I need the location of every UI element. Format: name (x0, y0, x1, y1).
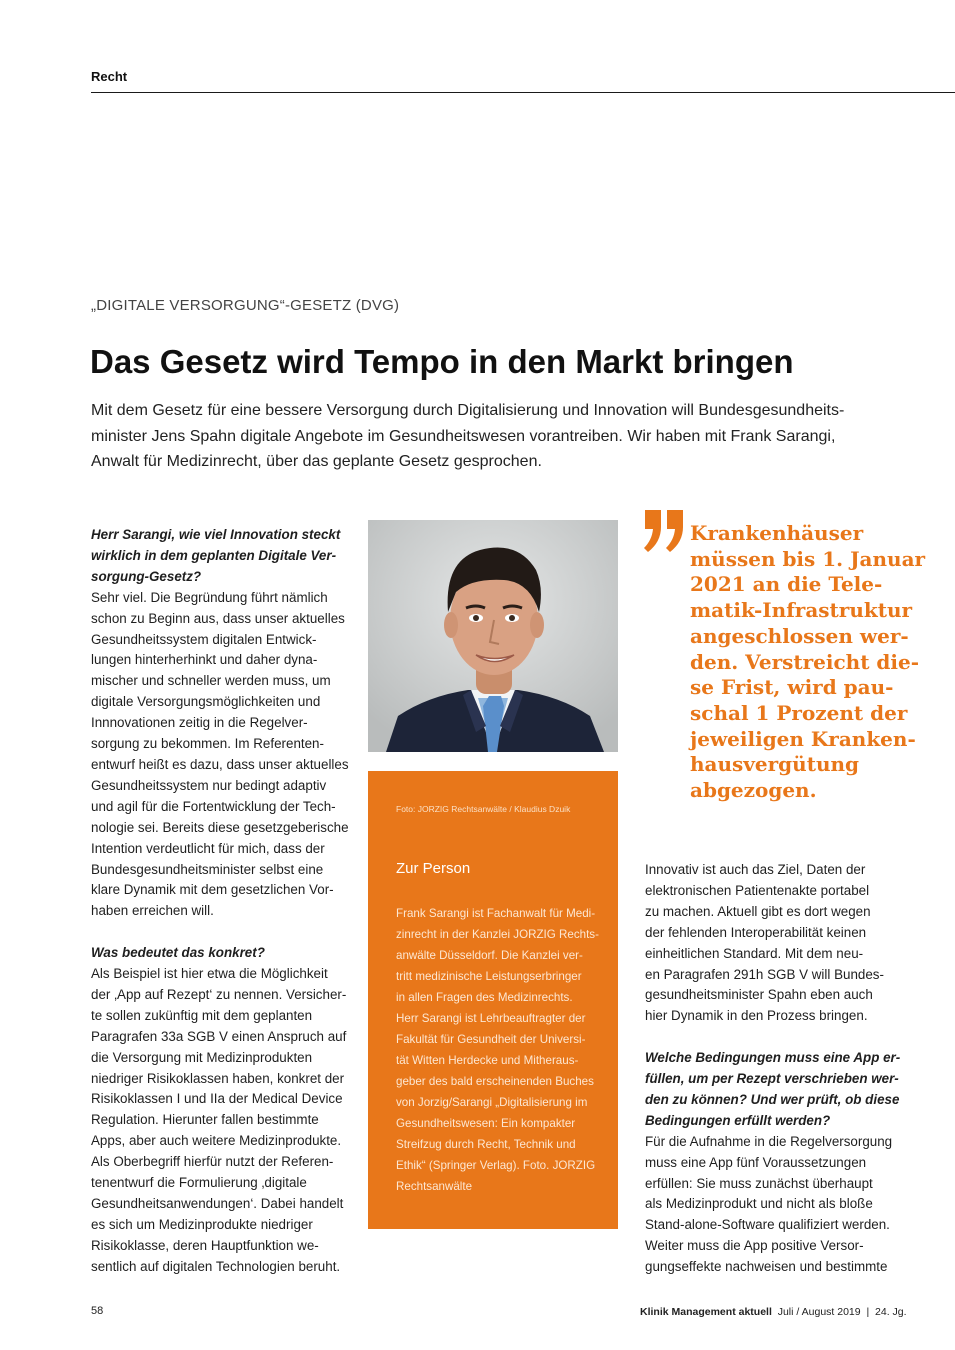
pullquote-line: 2021 an die Tele- (690, 572, 883, 597)
pullquote-line: schal 1 Prozent der (690, 700, 908, 725)
infobox-line: Frank Sarangi ist Fachanwalt für Medi- (396, 907, 596, 920)
answer-line: Apps, aber auch weitere Medizinprodukte. (91, 1133, 342, 1149)
question-line: Bedingungen erfüllt werden? (645, 1112, 831, 1128)
paragraph-gap (645, 1027, 901, 1048)
answer-line: und agil für die Fortentwicklung der Tech- (91, 798, 336, 814)
answer-line: Weiter muss die App positive Versor- (645, 1238, 864, 1254)
question-1 (91, 525, 343, 588)
answer-line: sentlich auf digitalen Technologien beruht. (91, 1258, 341, 1274)
answer-line: Regulation. Hierunter fallen bestimmte (91, 1112, 319, 1128)
answer-line: Paragrafen 33a SGB V einen Anspruch auf (91, 1028, 347, 1044)
paragraph-gap (91, 922, 343, 943)
question-line: füllen, um per Rezept verschrieben wer- (645, 1071, 899, 1087)
pullquote-line: matik-Infrastruktur (690, 598, 913, 623)
answer-line: gesundheitsminister Spahn eben auch (645, 987, 873, 1003)
answer-line: einheitlichen Standard. Mit dem neu- (645, 945, 864, 961)
question-2 (91, 943, 343, 964)
answer-line: als Medizinprodukt und nicht als bloße (645, 1196, 873, 1212)
infobox-line: in allen Fragen des Medizinrechts. (396, 991, 573, 1004)
answer-line: Gesundheitsanwendungen‘. Dabei handelt (91, 1195, 344, 1211)
pullquote-line: angeschlossen wer- (690, 623, 909, 648)
infobox-line: Rechtsanwälte (396, 1180, 473, 1193)
issue-date: Juli / August 2019 (777, 1306, 861, 1318)
answer-line: en Paragrafen 291h SGB V will Bundes- (645, 966, 884, 982)
photo-credit: Foto: JORZIG Rechtsanwälte / Klaudius Dzuik (396, 804, 571, 814)
answer-line: Sehr viel. Die Begründung führt nämlich (91, 589, 328, 605)
answer-line: Als Oberbegriff hierfür nutzt der Referen- (91, 1154, 334, 1170)
answer-line: Innovativ ist auch das Ziel, Daten der (645, 862, 866, 877)
infobox-line: tritt medizinische Leistungserbringer (396, 970, 582, 983)
infobox-line: tät Witten Herdecke und Mitheraus- (396, 1054, 579, 1067)
answer-line: Gesundheitssystem nur bedingt adaptiv (91, 777, 327, 793)
infobox-line: Streifzug durch Recht, Technik und (396, 1138, 576, 1151)
section-label: Recht (91, 69, 128, 84)
question-line: sorgung-Gesetz? (91, 568, 202, 584)
answer-line: es sich um Medizinprodukte niedriger (91, 1216, 313, 1232)
infobox-line: von Jorzig/Sarangi „Digitalisierung im (396, 1096, 588, 1109)
pullquote-line: Krankenhäuser (690, 521, 864, 545)
pullquote-line: jeweiligen Kranken- (690, 726, 916, 751)
answer-line: Innnovationen zeitig in die Regelver- (91, 715, 308, 731)
lead-line: minister Jens Spahn digitale Angebote im Gesundheitswesen vorantreiben. Wir haben mit Frank Sarangi, (91, 427, 836, 445)
header-rule (91, 92, 955, 93)
answer-line: der ‚App auf Rezept‘ zu nennen. Versicher- (91, 986, 347, 1002)
portrait-photo (368, 520, 618, 752)
portrait-illustration (368, 520, 618, 752)
infobox-text (396, 903, 610, 1197)
magazine-name: Klinik Management aktuell (640, 1306, 772, 1318)
answer-line: der fehlenden Interoperabilität keinen (645, 924, 867, 940)
answer-line: nologie sei. Bereits diese gesetzgeberische (91, 819, 349, 835)
pull-quote (690, 521, 930, 804)
answer-line: entwurf heißt es dazu, dass unser aktuelles (91, 756, 349, 772)
answer-line: gungseffekte nachweisen und bestimmte (645, 1259, 888, 1275)
volume: 24. Jg. (875, 1306, 907, 1318)
pullquote-line: hausvergütung (690, 752, 860, 777)
answer-line: Für die Aufnahme in die Regelversorgung (645, 1133, 893, 1149)
footer-info (640, 1306, 907, 1318)
answer-line: Bundesgesundheitsminister selbst eine (91, 861, 324, 877)
answer-line: hier Dynamik in den Prozess bringen. (645, 1008, 868, 1024)
answer-line: tenentwurf die Formulierung ‚digitale (91, 1175, 307, 1191)
pullquote-line: müssen bis 1. Januar (690, 546, 926, 571)
answer-line: muss eine App fünf Voraussetzungen (645, 1154, 867, 1170)
right-column (645, 860, 901, 1278)
infobox-title: Zur Person (396, 860, 471, 877)
question-line: wirklich in dem geplanten Digitale Ver- (91, 547, 337, 563)
question-line: Welche Bedingungen muss eine App er- (645, 1050, 901, 1066)
answer-line: Intention verdeutlicht für mich, dass der (91, 840, 325, 856)
answer-line: erfüllen: Sie muss zunächst überhaupt (645, 1175, 873, 1191)
article-lead (91, 398, 891, 475)
infobox-line: Ethik“ (Springer Verlag). Foto. JORZIG (396, 1159, 596, 1172)
answer-line: Gesundheitssystem digitalen Entwick- (91, 631, 317, 647)
answer-line: Risikoklassen I und IIa der Medical Device (91, 1091, 343, 1107)
infobox-line: geber des bald erscheinenden Buches (396, 1075, 594, 1088)
question-line: den zu können? Und wer prüft, ob diese (645, 1091, 900, 1107)
footer-separator: | (866, 1306, 870, 1318)
lead-line: Anwalt für Medizinrecht, über das geplante Gesetz gesprochen. (91, 453, 542, 470)
answer-line: elektronischen Patientenakte portabel (645, 882, 870, 898)
article-headline: Das Gesetz wird Tempo in den Markt bringen (90, 343, 794, 380)
infobox-line: Herr Sarangi ist Lehrbeauftragter der (396, 1012, 586, 1025)
pullquote-line: se Frist, wird pau- (690, 675, 894, 700)
infobox-line: anwälte Düsseldorf. Die Kanzlei ver- (396, 949, 583, 962)
question-line: Herr Sarangi, wie viel Innovation steckt (91, 527, 341, 542)
answer-1 (91, 588, 349, 923)
pullquote-line: abgezogen. (690, 778, 817, 803)
answer-line: die Versorgung mit Medizinprodukten (91, 1049, 313, 1065)
question-line: Was bedeutet das konkret? (91, 945, 265, 961)
answer-line: te sollen zukünftig mit dem geplanten (91, 1007, 313, 1023)
answer-line: mischer und schneller werden muss, um (91, 673, 331, 689)
answer-line: haben erreichen will. (91, 903, 214, 919)
answer-3 (645, 1132, 901, 1278)
lead-line: Mit dem Gesetz für eine bessere Versorgung durch Digitalisierung und Innovation will Bundesgesundheits- (91, 402, 845, 419)
infobox-line: Gesundheitswesen: Ein kompakter (396, 1117, 576, 1130)
article-kicker: „DIGITALE VERSORGUNG“-GESETZ (DVG) (91, 297, 400, 314)
answer-line: schon zu Beginn aus, dass unser aktuelles (91, 610, 345, 626)
pullquote-line: den. Verstreicht die- (690, 649, 920, 674)
answer-line: digitale Versorgungsmöglichkeiten und (91, 694, 321, 710)
answer-line: Als Beispiel ist hier etwa die Möglichkeit (91, 966, 328, 982)
answer-line: zu machen. Aktuell gibt es dort wegen (645, 903, 871, 919)
answer-2-continued (645, 860, 901, 1027)
answer-line: Risikoklasse, deren Hauptfunktion we- (91, 1237, 319, 1253)
answer-line: sorgung zu bekommen. Im Referenten- (91, 736, 324, 752)
answer-line: klare Dynamik mit dem gesetzlichen Vor- (91, 882, 334, 898)
answer-line: lungen hinterherhinkt und daher dyna- (91, 652, 318, 668)
infobox-line: zinrecht in der Kanzlei JORZIG Rechts- (396, 928, 599, 941)
page-number: 58 (91, 1305, 104, 1317)
question-3 (645, 1048, 901, 1132)
left-column (91, 525, 349, 1278)
quote-mark-icon (642, 508, 686, 554)
answer-2 (91, 964, 347, 1278)
answer-line: niedriger Risikoklassen haben, konkret der (91, 1070, 345, 1086)
infobox-line: Fakultät für Gesundheit der Universi- (396, 1033, 586, 1046)
answer-line: Stand-alone-Software qualifiziert werden. (645, 1217, 890, 1233)
